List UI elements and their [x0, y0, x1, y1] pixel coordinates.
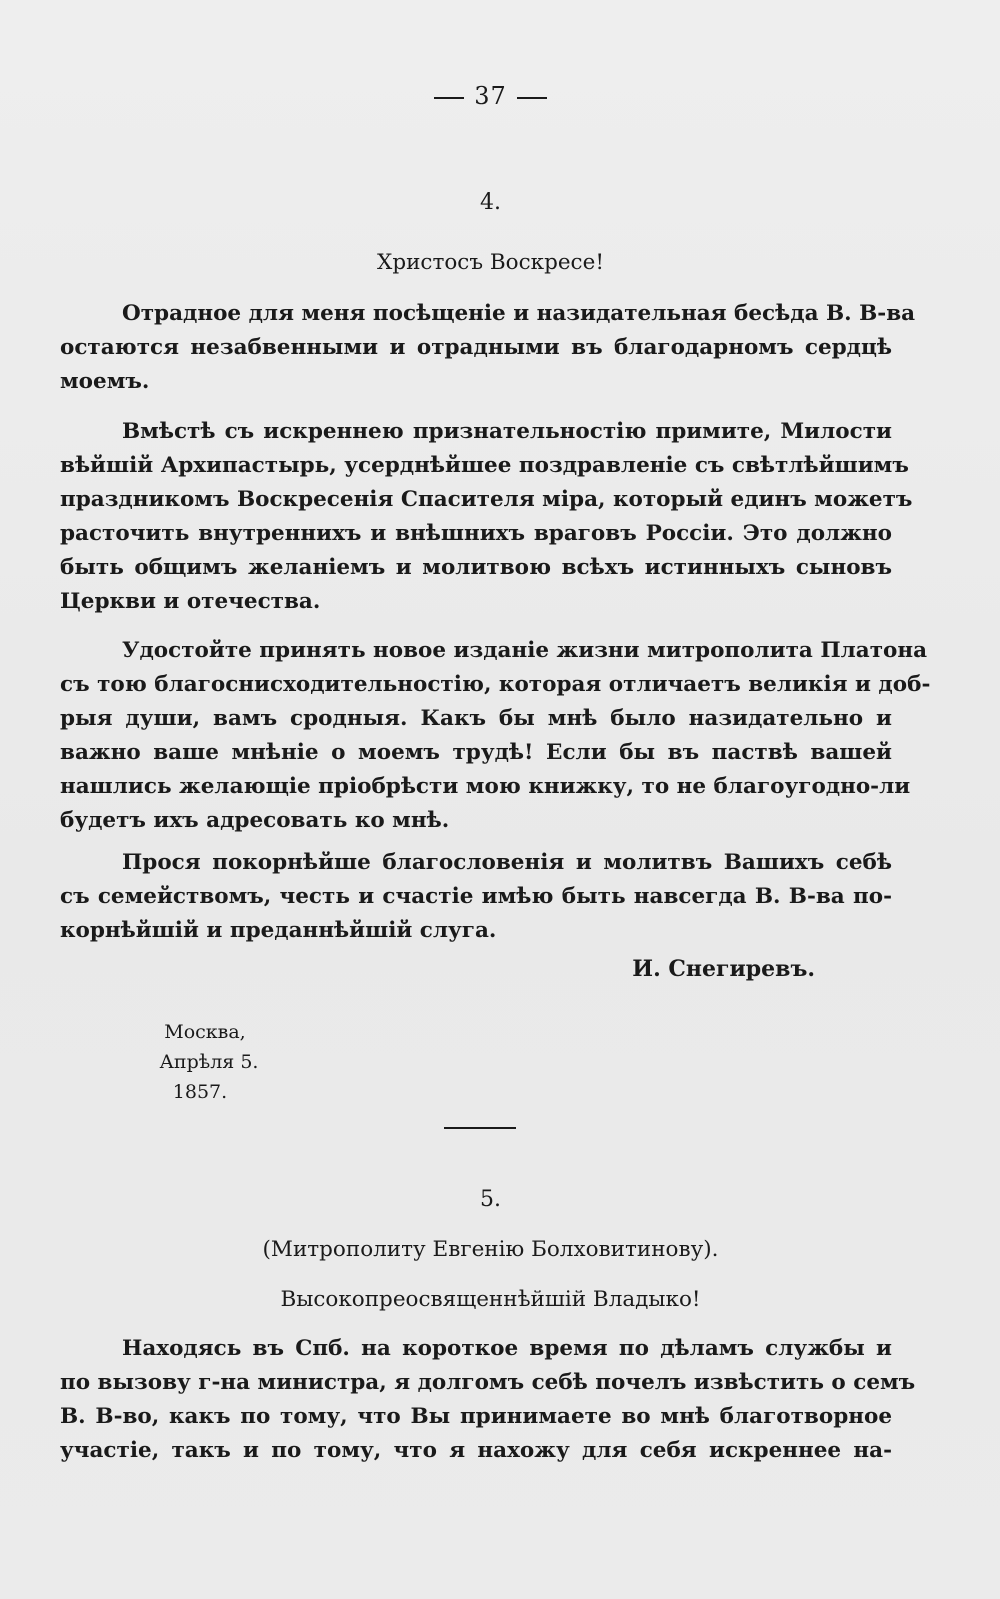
- letter4-paragraph-3: [60, 634, 931, 838]
- letter-number-4: 4.: [480, 190, 501, 215]
- text-line: Церкви и отечества.: [60, 589, 321, 614]
- letter4-paragraph-4: [60, 846, 892, 948]
- text-line: участіе, такъ и по тому, что я нахожу для себя искреннее на-: [60, 1438, 892, 1463]
- text-line: праздникомъ Воскресенія Спасителя міра, который единъ можетъ: [60, 487, 913, 512]
- letter-salutation-5: Высокопреосвященнѣйшій Владыко!: [280, 1287, 701, 1312]
- text-line: быть общимъ желаніемъ и молитвою всѣхъ истинныхъ сыновъ: [60, 555, 892, 580]
- text-line: по вызову г-на министра, я долгомъ себѣ почелъ извѣстить о семъ: [60, 1370, 916, 1395]
- text-line: Находясь въ Спб. на короткое время по дѣламъ службы и: [122, 1336, 892, 1361]
- text-line: Вмѣстѣ съ искреннею признательностію примите, Милости: [122, 419, 892, 444]
- signature: И. Снегиревъ.: [632, 956, 815, 982]
- text-line: корнѣйшій и преданнѣйшій слуга.: [60, 918, 497, 943]
- place: Москва,: [164, 1021, 246, 1043]
- place-date: [150, 1017, 260, 1107]
- page-number-text: 37: [474, 82, 507, 110]
- letter-number-5: 5.: [480, 1187, 501, 1212]
- text-line: съ тою благоснисходительностію, которая отличаетъ великія и доб-: [60, 672, 931, 697]
- text-line: вѣйшій Архипастырь, усерднѣйшее поздравленіе съ свѣтлѣйшимъ: [60, 453, 909, 478]
- year: 1857.: [172, 1081, 228, 1103]
- page-number-dash-left: [434, 97, 464, 99]
- text-line: остаются незабвенными и отрадными въ благодарномъ сердцѣ: [60, 335, 892, 360]
- text-line: моемъ.: [60, 369, 150, 394]
- page-number: [0, 82, 981, 110]
- letter-salutation-4: Христосъ Воскресе!: [377, 250, 604, 275]
- text-line: Отрадное для меня посѣщеніе и назидательная бесѣда В. В-ва: [122, 301, 916, 326]
- text-line: Удостойте принять новое изданіе жизни митрополита Платона: [122, 638, 928, 663]
- letter4-paragraph-2: [60, 415, 913, 619]
- letter-addressee-5: (Митрополиту Евгенію Болховитинову).: [262, 1237, 719, 1262]
- letter5-paragraph-1: [60, 1332, 916, 1468]
- text-line: будетъ ихъ адресовать ко мнѣ.: [60, 808, 450, 833]
- text-line: рыя души, вамъ сродныя. Какъ бы мнѣ было назидательно и: [60, 706, 892, 731]
- letter4-paragraph-1: [60, 297, 916, 399]
- date: Апрѣля 5.: [159, 1051, 259, 1073]
- text-line: Прося покорнѣйше благословенія и молитвъ Вашихъ себѣ: [122, 850, 892, 875]
- page-number-dash-right: [517, 97, 547, 99]
- text-line: В. В-во, какъ по тому, что Вы принимаете во мнѣ благотворное: [60, 1404, 892, 1429]
- text-line: нашлись желающіе пріобрѣсти мою книжку, то не благоугодно-ли: [60, 774, 911, 799]
- text-line: съ семействомъ, честь и счастіе имѣю быть навсегда В. В-ва по-: [60, 884, 892, 909]
- section-divider: [444, 1127, 516, 1129]
- text-line: расточить внутреннихъ и внѣшнихъ враговъ Россіи. Это должно: [60, 521, 892, 546]
- text-line: важно ваше мнѣніе о моемъ трудѣ! Если бы въ паствѣ вашей: [60, 740, 892, 765]
